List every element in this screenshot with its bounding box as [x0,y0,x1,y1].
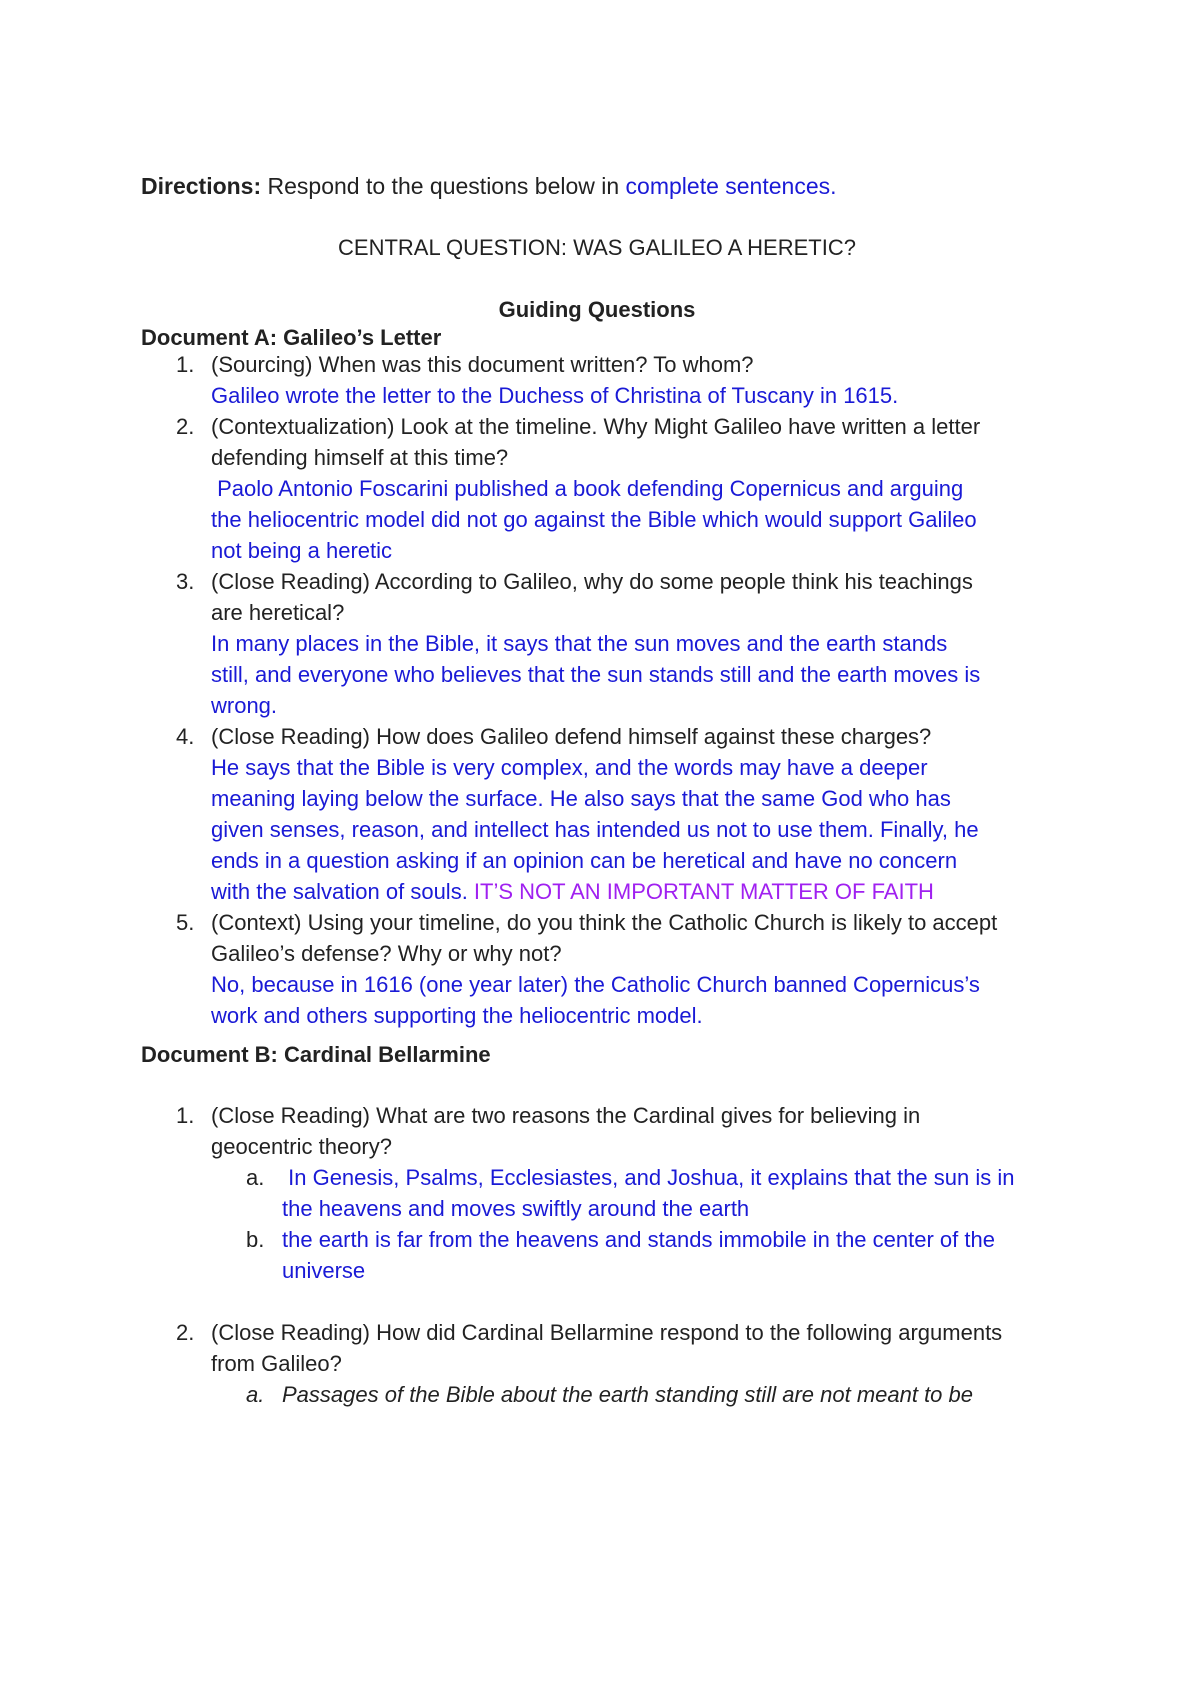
question-text: (Contextualization) Look at the timeline. Why Might Galileo have written a letter defending himself at this time? [211,414,981,470]
doc-b-q1-answer-a [141,1162,1061,1224]
question-text: (Close Reading) How did Cardinal Bellarmine respond to the following arguments from Galileo? [211,1320,1003,1376]
sub-letter: a. [246,1165,265,1190]
list-number: 5. [176,910,195,935]
question-text: (Close Reading) According to Galileo, why do some people think his teachings are heretical? [211,569,973,625]
central-question: CENTRAL QUESTION: WAS GALILEO A HERETIC? [338,235,856,260]
list-number: 2. [176,1320,195,1345]
answer-block [211,752,1001,907]
list-number: 2. [176,414,195,439]
answer-text: No, because in 1616 (one year later) the Catholic Church banned Copernicus’s work and others supporting the heliocentric model. [211,972,980,1028]
answer-text: In many places in the Bible, it says that the sun moves and the earth stands still, and everyone who believes that the sun stands still and the earth moves is wrong. [211,631,981,718]
answer-emphasis: IT’S NOT AN IMPORTANT MATTER OF FAITH [473,879,934,904]
answer-text: Galileo wrote the letter to the Duchess of Christina of Tuscany in 1615. [211,383,899,408]
doc-a-question-5 [141,907,1061,1031]
doc-b-question-1 [141,1100,1061,1162]
list-number: 1. [176,352,195,377]
directions-line [141,172,837,200]
sub-letter: a. [246,1382,265,1407]
argument-text: Passages of the Bible about the earth standing still are not meant to be [282,1382,974,1407]
question-text: (Context) Using your timeline, do you think the Catholic Church is likely to accept Galileo’s defense? Why or why not? [211,910,998,966]
document-b-heading: Document B: Cardinal Bellarmine [141,1042,491,1067]
doc-b-question-2 [141,1317,1061,1379]
question-text: (Close Reading) What are two reasons the Cardinal gives for believing in geocentric theory? [211,1103,921,1159]
doc-b-q2-argument-a [141,1379,1061,1410]
doc-b-q1-answer-b [141,1224,1061,1286]
list-number: 4. [176,724,195,749]
doc-a-question-2 [141,411,1061,566]
doc-a-question-4 [141,721,1061,907]
doc-a-question-1 [141,349,1061,411]
answer-text: Paolo Antonio Foscarini published a book defending Copernicus and arguing the heliocentric model did not go against the Bible which would support Galileo not being a heretic [211,476,983,563]
sub-letter: b. [246,1227,265,1252]
answer-text: He says that the Bible is very complex, and the words may have a deeper meaning laying below the surface. He also says that the same God who has given senses, reason, and intellect has intended us not to use them. Finally, he ends in a question asking if an opinion can be heretical and have no concern with the salvation of souls. [211,755,979,904]
guiding-questions-title: Guiding Questions [498,297,696,322]
directions-text: Respond to the questions below in [261,173,626,199]
document-a-heading: Document A: Galileo’s Letter [141,325,442,350]
question-text: (Sourcing) When was this document written? To whom? [211,352,754,377]
list-number: 1. [176,1103,195,1128]
directions-label: Directions: [141,173,262,199]
answer-text: In Genesis, Psalms, Ecclesiastes, and Joshua, it explains that the sun is in the heavens and moves swiftly around the earth [282,1165,1021,1221]
question-text: (Close Reading) How does Galileo defend himself against these charges? [211,724,932,749]
doc-a-question-3 [141,566,1061,721]
directions-highlight: complete sentences. [625,173,837,199]
answer-text: the earth is far from the heavens and stands immobile in the center of the universe [282,1227,995,1283]
list-number: 3. [176,569,195,594]
